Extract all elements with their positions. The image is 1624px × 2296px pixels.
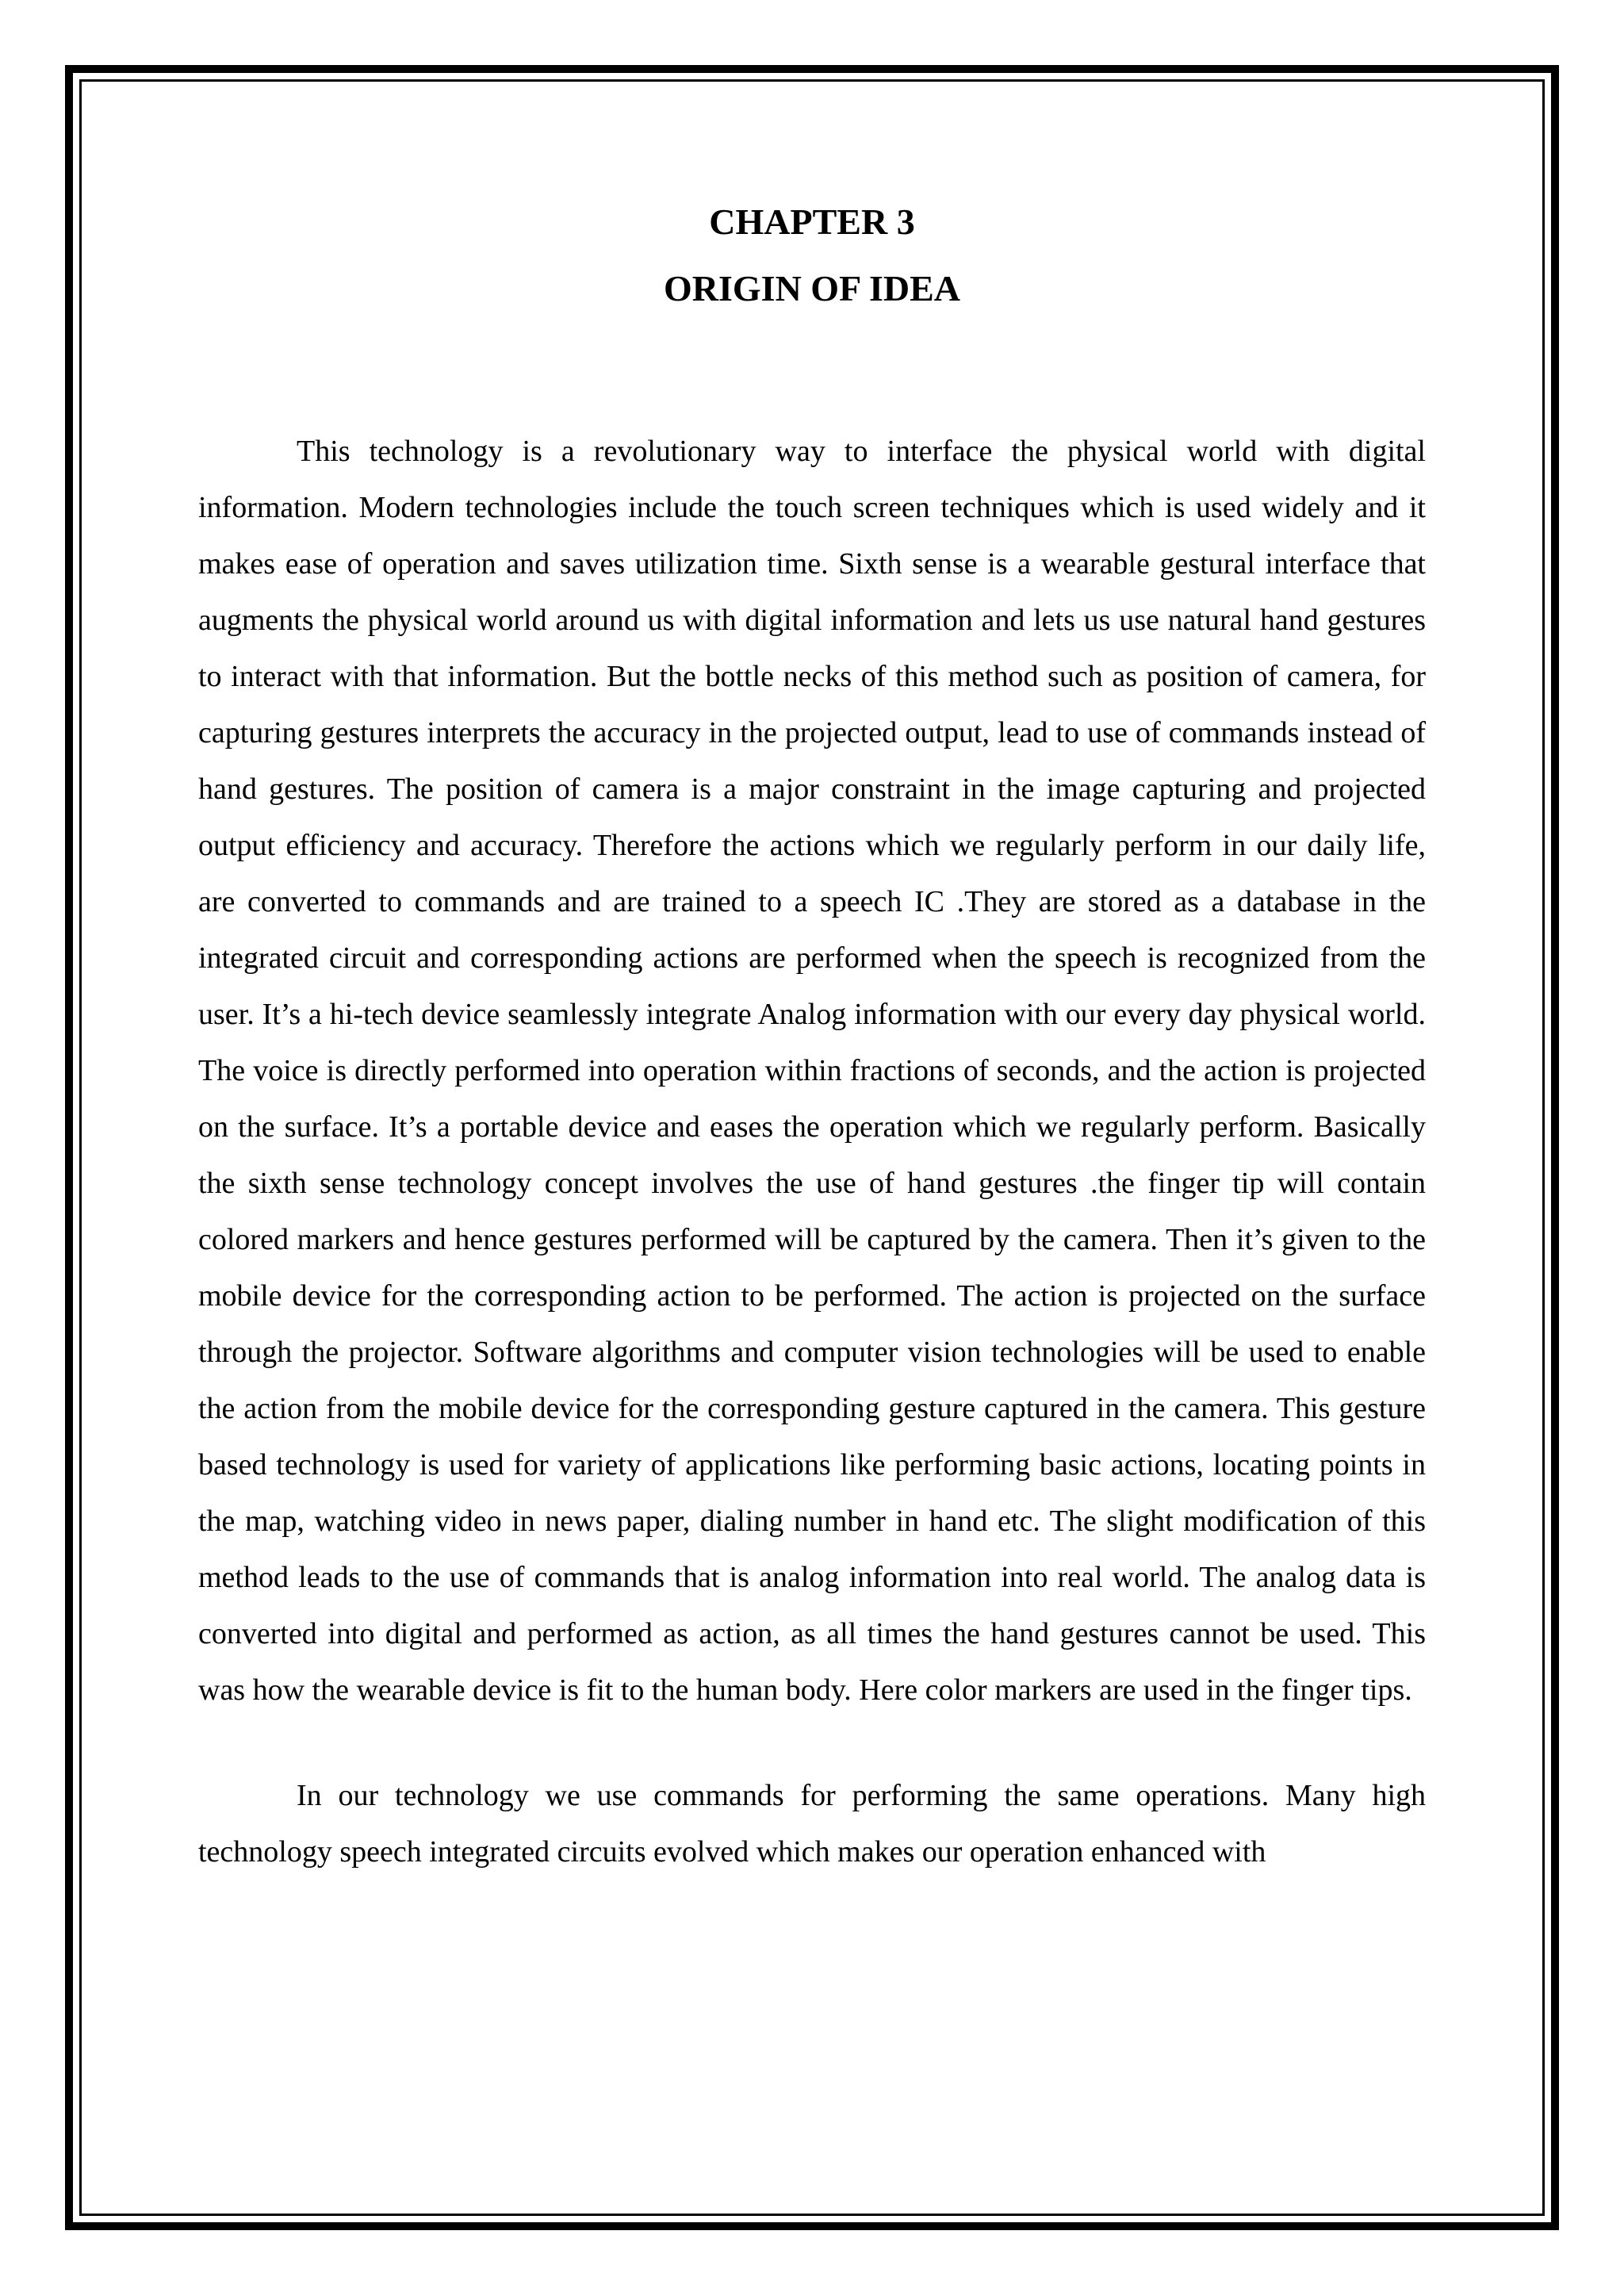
page-content <box>198 190 1426 1880</box>
body-paragraph-2: In our technology we use commands for performing the same operations. Many high technology speech integrated circuits evolved which makes our operation enhanced with <box>198 1779 1426 1869</box>
chapter-number: CHAPTER 3 <box>709 201 915 242</box>
chapter-title: ORIGIN OF IDEA <box>664 268 960 309</box>
body-paragraph-1: This technology is a revolutionary way to interface the physical world with digital information. Modern technologies include the touch screen techniques which is used widely and it makes ease of operation and saves utilization time. Sixth sense is a wearable gestural interface that augments the physical world around us with digital information and lets us use natural hand gestures to interact with that information. But the bottle necks of this method such as position of camera, for capturing gestures interprets the accuracy in the projected output, lead to use of commands instead of hand gestures. The position of camera is a major constraint in the image capturing and projected output efficiency and accuracy. Therefore the actions which we regularly perform in our daily life, are converted to commands and are trained to a speech IC .They are stored as a database in the integrated circuit and corresponding actions are performed when the speech is recognized from the user. It’s a hi-tech device seamlessly integrate Analog information with our every day physical world. The voice is directly performed into operation within fractions of seconds, and the action is projected on the surface. It’s a portable device and eases the operation which we regularly perform. Basically the sixth sense technology concept involves the use of hand gestures .the finger tip will contain colored markers and hence gestures performed will be captured by the camera. Then it’s given to the mobile device for the corresponding action to be performed. The action is projected on the surface through the projector. Software algorithms and computer vision technologies will be used to enable the action from the mobile device for the corresponding gesture captured in the camera. This gesture based technology is used for variety of applications like performing basic actions, locating points in the map, watching video in news paper, dialing number in hand etc. The slight modification of this method leads to the use of commands that is analog information into real world. The analog data is converted into digital and performed as action, as all times the hand gestures cannot be used. This was how the wearable device is fit to the human body. Here color markers are used in the finger tips. <box>198 435 1426 1707</box>
